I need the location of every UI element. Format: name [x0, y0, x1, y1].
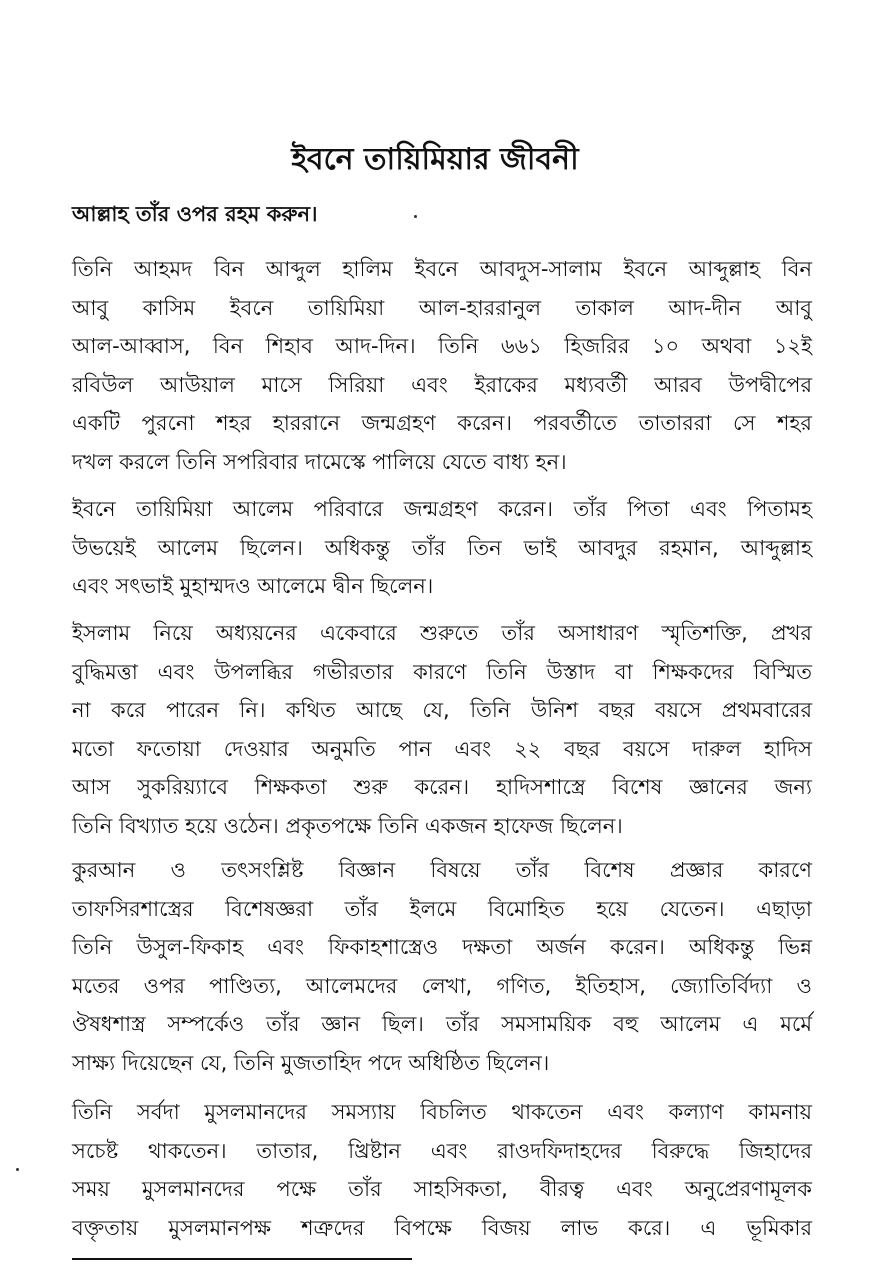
paragraph-line: মতের ওপর পাণ্ডিত্য, আলেমদের লেখা, গণিত, ইতিহাস, জ্যোতির্বিদ্যা ও [72, 973, 812, 998]
paragraph-line: সচেষ্ট থাকতেন। তাতার, খ্রিষ্টান এবং রাওদফিদাহদের বিরুদ্ধে জিহাদের [72, 1138, 812, 1163]
paragraph-line: সময় মুসলমানদের পক্ষে তাঁর সাহসিকতা, বীরত্ব এবং অনুপ্রেরণামূলক [72, 1177, 812, 1201]
paragraph-line: তাফসিরশাস্ত্রের বিশেষজ্ঞরা তাঁর ইলমে বিমোহিত হয়ে যেতেন। এছাড়া [72, 896, 812, 921]
paragraph-line: সাক্ষ্য দিয়েছেন যে, তিনি মুজতাহিদ পদে অধিষ্ঠিত ছিলেন। [72, 1050, 550, 1075]
paragraph-line: বুদ্ধিমত্তা এবং উপলব্ধির গভীরতার কারণে তিনি উস্তাদ বা শিক্ষকদের বিস্মিত [72, 659, 812, 684]
paragraph-line: বক্তৃতায় মুসলমানপক্ষ শত্রুদের বিপক্ষে বিজয় লাভ করে। এ ভূমিকার [72, 1215, 812, 1240]
blessing-line: আল্লাহ তাঁর ওপর রহম করুন। [72, 202, 318, 226]
paragraph-line: তিনি আহমদ বিন আব্দুল হালিম ইবনে আবদুস-সালাম ইবনে আব্দুল্লাহ বিন [72, 257, 812, 281]
paragraph-lineage [72, 250, 812, 481]
paragraph-line: ইসলাম নিয়ে অধ্যয়নের একেবারে শুরুতে তাঁর অসাধারণ স্মৃতিশক্তি, প্রখর [72, 621, 812, 645]
paragraph-line: উভয়েই আলেম ছিলেন। অধিকন্তু তাঁর তিন ভাই আবদুর রহমান, আব্দুল্লাহ [72, 535, 812, 560]
paragraph-line: দখল করলে তিনি সপরিবার দামেস্কে পালিয়ে যেতে বাধ্য হন। [72, 449, 567, 474]
page-title: ইবনে তায়িমিয়ার জীবনী [291, 142, 579, 177]
paragraph-jihad [72, 1093, 812, 1247]
scan-speck [16, 1168, 19, 1171]
paragraph-line: তিনি উসুল-ফিকাহ এবং ফিকাহশাস্ত্রেও দক্ষতা অর্জন করেন। অধিকন্তু ভিন্ন [72, 935, 812, 959]
paragraph-line: রবিউল আউয়াল মাসে সিরিয়া এবং ইরাকের মধ্যবর্তী আরব উপদ্বীপের [72, 372, 812, 397]
footnote-divider [72, 1258, 412, 1260]
paragraph-family [72, 490, 812, 606]
paragraph-line: আল-আব্বাস, বিন শিহাব আদ-দিন। তিনি ৬৬১ হিজরির ১০ অথবা ১২ই [72, 334, 812, 358]
paragraph-line: আবু কাসিম ইবনে তায়িমিয়া আল-হাররানুল তাকাল আদ-দীন আবু [72, 295, 812, 320]
paragraph-scholarship [72, 851, 812, 1082]
paragraph-line: এবং সৎভাই মুহাম্মদও আলেমে দ্বীন ছিলেন। [72, 574, 434, 598]
paragraph-line: একটি পুরনো শহর হাররানে জন্মগ্রহণ করেন। পরবর্তীতে তাতাররা সে শহর [72, 411, 812, 435]
paragraph-line: ইবনে তায়িমিয়া আলেম পরিবারে জন্মগ্রহণ করেন। তাঁর পিতা এবং পিতামহ [72, 497, 812, 521]
paragraph-education [72, 614, 812, 845]
paragraph-line: তিনি বিখ্যাত হয়ে ওঠেন। প্রকৃতপক্ষে তিনি একজন হাফেজ ছিলেন। [72, 813, 623, 838]
paragraph-line: কুরআন ও তৎসংশ্লিষ্ট বিজ্ঞান বিষয়ে তাঁর বিশেষ প্রজ্ঞার কারণে [72, 858, 812, 882]
blessing-block [72, 195, 812, 234]
paragraph-line: মতো ফতোয়া দেওয়ার অনুমতি পান এবং ২২ বছর বয়সে দারুল হাদিস [72, 736, 812, 761]
scan-speck [414, 215, 417, 218]
paragraph-line: আস সুকরিয়্যাবে শিক্ষকতা শুরু করেন। হাদিসশাস্ত্রে বিশেষ জ্ঞানের জন্য [72, 775, 812, 799]
paragraph-line: না করে পারেন নি। কথিত আছে যে, তিনি উনিশ বছর বয়সে প্রথমবারের [72, 698, 812, 722]
paragraph-line: তিনি সর্বদা মুসলমানদের সমস্যায় বিচলিত থাকতেন এবং কল্যাণ কামনায় [72, 1100, 812, 1124]
paragraph-line: ঔষধশাস্ত্র সম্পর্কেও তাঁর জ্ঞান ছিল। তাঁর সমসাময়িক বহু আলেম এ মর্মে [72, 1012, 812, 1036]
